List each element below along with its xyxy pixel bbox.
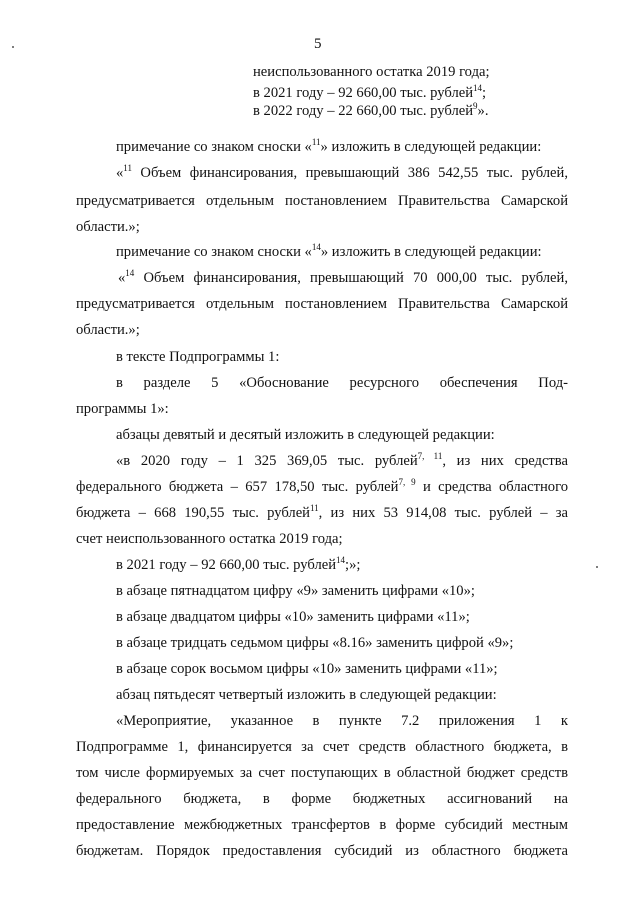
text-line: том числе формируемых за счет поступающих в областной бюджет средств [76, 765, 568, 781]
text-line: в абзаце сорок восьмом цифры «10» заменить цифрами «11»; [116, 661, 498, 677]
text-line: в 2021 году – 92 660,00 тыс. рублей$^{14}$;»; [116, 555, 361, 573]
footnote-ref: 11 [310, 503, 319, 513]
footnote-ref: 11 [311, 137, 321, 147]
text-line: в абзаце тридцать седьмом цифры «8.16» заменить цифрой «9»; [116, 635, 514, 651]
text-line: в разделе 5 «Обоснование ресурсного обеспечения Под- [116, 375, 568, 391]
text-line: бюджетам. Порядок предоставления субсидий из областного бюджета [76, 843, 568, 859]
scan-speck [12, 46, 14, 48]
text-line: абзац пятьдесят четвертый изложить в следующей редакции: [116, 687, 497, 703]
text-line: неиспользованного остатка 2019 года; [253, 64, 490, 80]
text-line: в тексте Подпрограммы 1: [116, 349, 280, 365]
scan-speck [596, 566, 598, 568]
footnote-ref: 14 [336, 555, 346, 565]
text-line: в 2022 году – 22 660,00 тыс. рублей$^9$». [253, 101, 489, 119]
text-line: «$^{14}$ Объем финансирования, превышающий 70 000,00 тыс. рублей, [118, 268, 568, 286]
footnote-ref: 11 [123, 163, 132, 173]
page-number: 5 [314, 36, 322, 52]
text-line: «в 2020 году – 1 325 369,05 тыс. рублей$^{7, 11}$, из них средства [116, 451, 568, 469]
footnote-ref: 7, 11 [417, 451, 443, 461]
text-line: предоставление межбюджетных трансфертов в форме субсидий местным [76, 817, 568, 833]
footnote-ref: 14 [125, 268, 135, 278]
text-line: «$^{11}$ Объем финансирования, превышающий 386 542,55 тыс. рублей, [116, 163, 568, 181]
text-line: в абзаце двадцатом цифры «10» заменить цифрами «11»; [116, 609, 470, 625]
text-line: в 2021 году – 92 660,00 тыс. рублей$^{14}$; [253, 83, 487, 101]
text-line: «Мероприятие, указанное в пункте 7.2 приложения 1 к [116, 713, 568, 729]
text-line: Подпрограмме 1, финансируется за счет средств областного бюджета, в [76, 739, 568, 755]
text-line: федерального бюджета – 657 178,50 тыс. рублей$^{7, 9}$ и средства областного [76, 477, 568, 495]
text-line: области.»; [76, 219, 140, 235]
footnote-ref: 7, 9 [398, 477, 416, 487]
text-line: предусматривается отдельным постановлением Правительства Самарской [76, 193, 568, 209]
text-line: в абзаце пятнадцатом цифру «9» заменить цифрами «10»; [116, 583, 475, 599]
text-line: примечание со знаком сноски «$^{11}$» изложить в следующей редакции: [116, 137, 542, 155]
text-line: предусматривается отдельным постановлением Правительства Самарской [76, 296, 568, 312]
text-line: федерального бюджета, в форме бюджетных ассигнований на [76, 791, 568, 807]
text-line: области.»; [76, 322, 140, 338]
text-line: программы 1»: [76, 401, 169, 417]
text-line: счет неиспользованного остатка 2019 года; [76, 531, 343, 547]
text-line: абзацы девятый и десятый изложить в следующей редакции: [116, 427, 495, 443]
footnote-ref: 14 [311, 242, 321, 252]
text-line: примечание со знаком сноски «$^{14}$» изложить в следующей редакции: [116, 242, 542, 260]
text-line: бюджета – 668 190,55 тыс. рублей$^{11}$, из них 53 914,08 тыс. рублей – за [76, 503, 569, 521]
footnote-ref: 14 [473, 83, 483, 93]
footnote-ref: 9 [473, 101, 478, 111]
